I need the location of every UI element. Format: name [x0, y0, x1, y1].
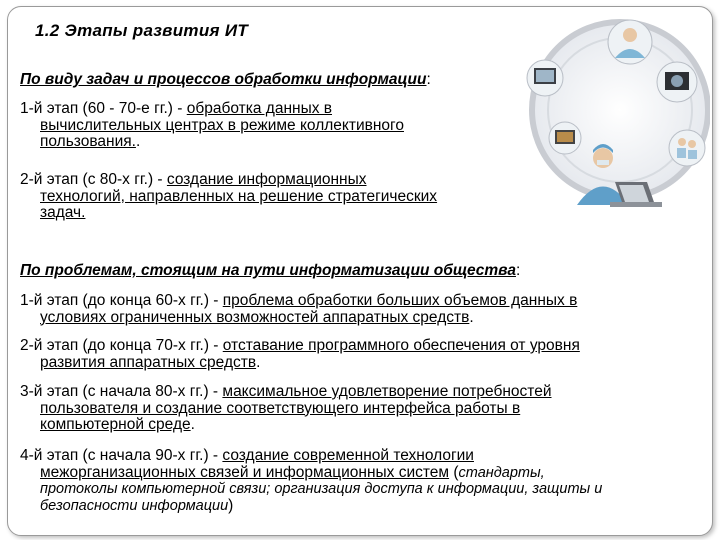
bubble-equipment-icon — [549, 122, 581, 154]
section1-heading: По виду задач и процессов обработки информации — [20, 71, 427, 88]
slide-title: 1.2 Этапы развития ИТ — [35, 21, 249, 40]
medical-collage-illustration — [505, 10, 710, 210]
section2-item-1: 1-й этап (до конца 60-х гг.) - проблема обработки больших объемов данных в условиях ограниченных возможностей аппаратных средств. — [20, 292, 578, 326]
bubble-monitor-icon — [527, 60, 563, 96]
bubble-doctor-icon — [608, 20, 652, 64]
bubble-staff-icon — [669, 130, 705, 166]
section1-item-2: 2-й этап (с 80-х гг.) - создание информационных технологий, направленных на решение стратегических задач. — [20, 171, 438, 221]
bubble-scan-icon — [657, 62, 697, 102]
section1-item-1: 1-й этап (60 - 70-е гг.) - обработка данных в вычислительных центрах в режиме коллективного пользования.. — [20, 100, 404, 150]
section2-heading-line: По проблемам, стоящим на пути информатизации общества: — [20, 262, 521, 279]
section2-heading: По проблемам, стоящим на пути информатизации общества — [20, 262, 516, 279]
section2-item-4: 4-й этап (с начала 90-х гг.) - создание современной технологии межорганизационных связей и информационных систем (стандарты, протоколы компьютерной связи; организация доступа к информации, защиты и безопасности информации) — [20, 447, 603, 514]
section1-heading-line: По виду задач и процессов обработки информации: — [20, 71, 431, 88]
section2-item-2: 2-й этап (до конца 70-х гг.) - отставание программного обеспечения от уровня развития аппаратных средств. — [20, 337, 580, 371]
section2-item-3: 3-й этап (с начала 80-х гг.) - максимальное удовлетворение потребностей пользователя и создание соответствующего интерфейса работы в компьютерной среде. — [20, 383, 552, 433]
